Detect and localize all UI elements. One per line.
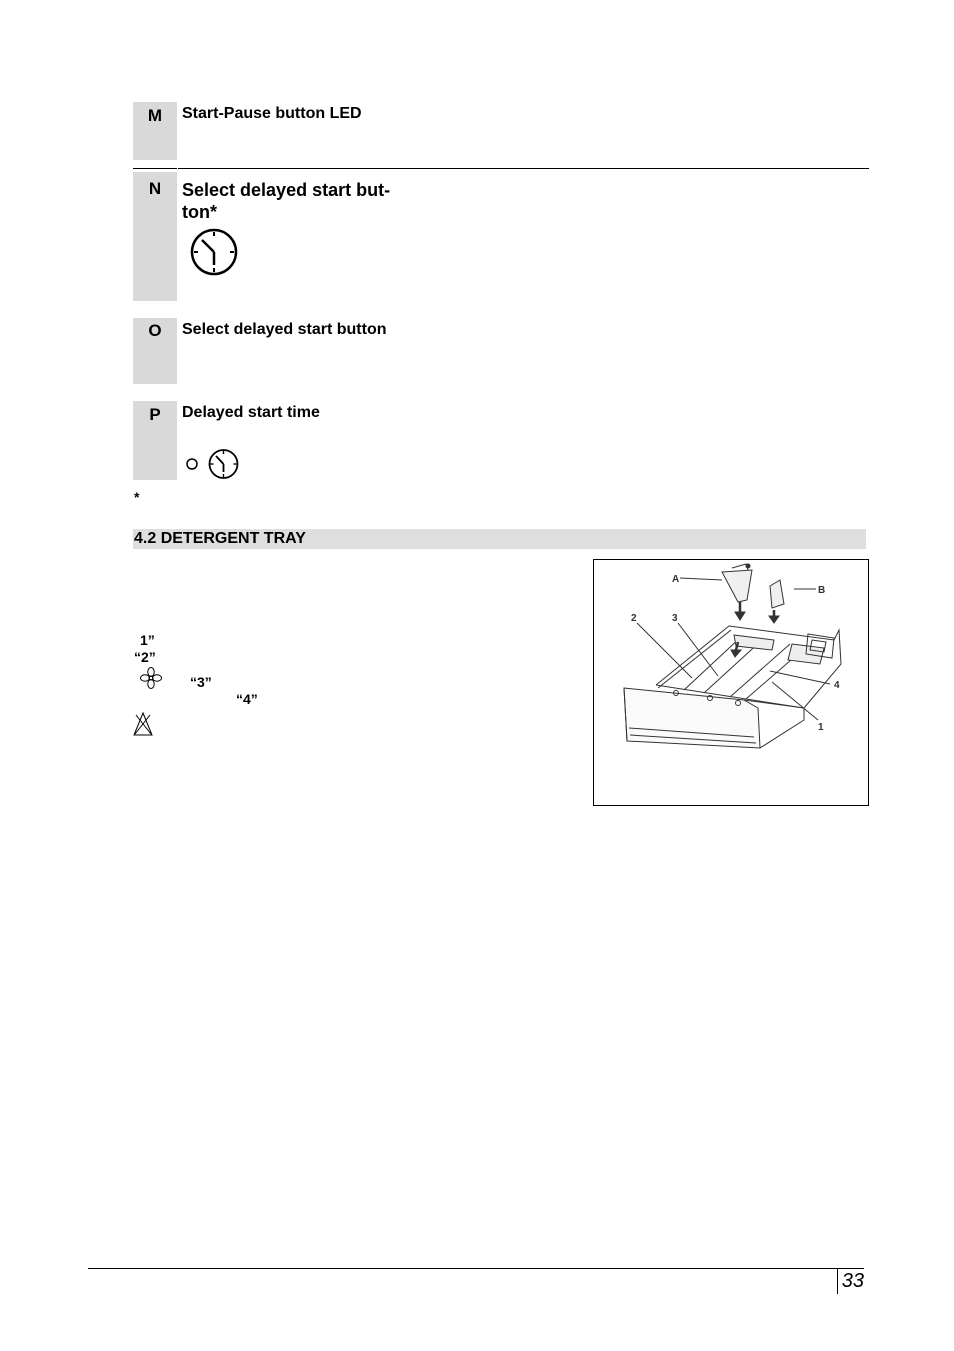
row-n-letter: N — [148, 179, 162, 198]
separator-line-left — [133, 168, 177, 169]
footer-rule — [88, 1268, 864, 1269]
section-title: 4.2 DETERGENT TRAY — [134, 530, 306, 547]
row-o-letter-cell — [133, 318, 177, 384]
clock-icon — [188, 227, 240, 277]
compartment-label-2: “2” — [134, 649, 156, 665]
row-o-letter: O — [148, 321, 162, 340]
row-m-letter-cell — [133, 102, 177, 160]
figure-label-b: B — [818, 585, 826, 596]
detergent-tray-figure — [593, 559, 869, 806]
insert-a — [722, 564, 752, 602]
delayed-start-clock-icon — [207, 448, 240, 480]
compartment-label-4: “4” — [236, 691, 258, 707]
row-p-letter-cell — [133, 401, 177, 480]
figure-label-1: 1 — [818, 722, 824, 733]
flower-softener-icon — [140, 667, 162, 689]
figure-label-3: 3 — [672, 613, 678, 624]
compartment-label-3: “3” — [190, 674, 212, 690]
row-p-letter: P — [149, 405, 161, 424]
figure-label-2: 2 — [631, 613, 637, 624]
small-circle-icon — [185, 457, 199, 471]
footnote-marker: * — [134, 489, 140, 505]
row-n-letter-cell — [133, 172, 177, 301]
figure-label-4: 4 — [834, 680, 840, 691]
row-m-letter: M — [147, 106, 163, 125]
detergent-tray-illustration — [594, 560, 868, 805]
row-n-title-line2: ton* — [182, 202, 217, 222]
row-m-title: Start-Pause button LED — [182, 105, 362, 122]
row-o-title: Select delayed start button — [182, 321, 387, 338]
compartment-label-1: 1” — [140, 632, 155, 648]
figure-label-a: A — [672, 574, 680, 585]
row-p-title: Delayed start time — [182, 404, 320, 421]
insert-b — [770, 580, 784, 608]
bleach-triangle-icon — [133, 711, 155, 737]
page-number: 33 — [841, 1270, 864, 1292]
separator-line — [178, 168, 869, 169]
row-n-title-line1: Select delayed start but- — [182, 180, 391, 200]
